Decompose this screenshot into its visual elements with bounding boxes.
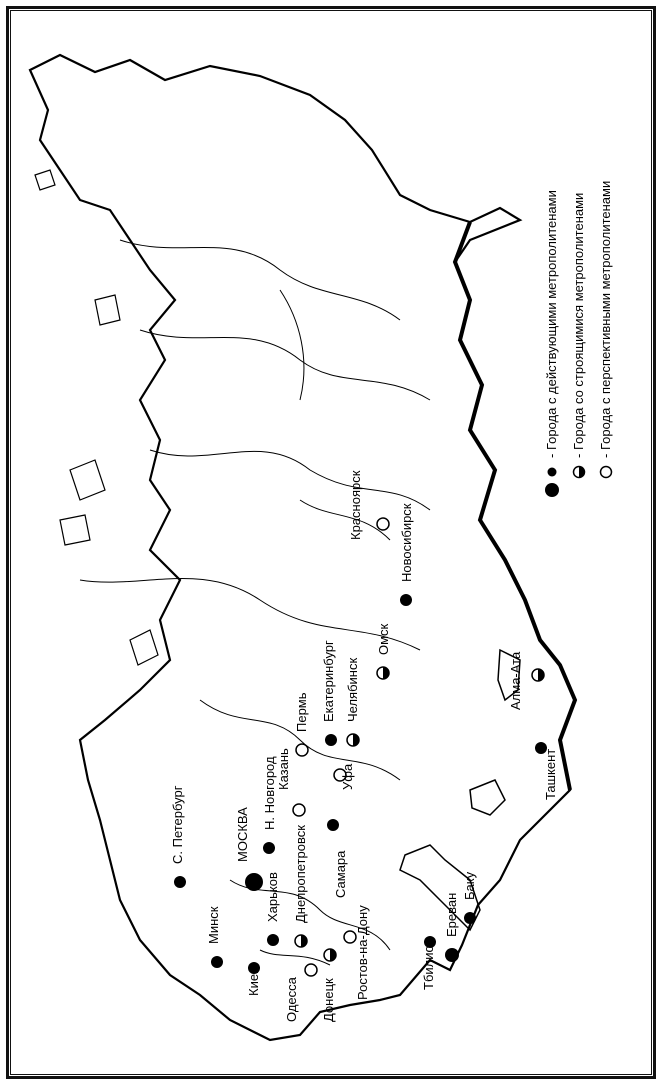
city-odessa [284, 964, 317, 1022]
legend-item-planned [598, 181, 613, 478]
city-marker-planned-icon [296, 744, 308, 756]
legend-operating-icon [545, 483, 559, 497]
city-label: Пермь [294, 692, 309, 732]
city-omsk [376, 623, 391, 679]
legend [544, 181, 613, 497]
city-erevan [444, 893, 459, 962]
city-nnovgorod [262, 756, 277, 854]
legend-planned-icon [601, 467, 612, 478]
city-marker-operating-icon [267, 934, 279, 946]
city-marker-operating-icon [263, 842, 275, 854]
city-label: Челябинск [345, 657, 360, 722]
city-dnepropetrovsk [293, 825, 308, 947]
city-samara [327, 819, 348, 898]
rivers [80, 240, 430, 965]
city-marker-operating-icon [400, 594, 412, 606]
city-marker-operating-icon [445, 948, 459, 962]
city-spb [170, 785, 186, 888]
aral-sea [470, 780, 505, 815]
city-label: Новосибирск [399, 503, 414, 582]
city-marker-operating-icon [174, 876, 186, 888]
city-label: Н. Новгород [262, 756, 277, 830]
city-label: Одесса [284, 977, 299, 1022]
city-label: Ереван [444, 892, 459, 937]
city-rostov [344, 905, 370, 1000]
city-baku [462, 871, 477, 924]
city-label: Уфа [340, 763, 355, 790]
city-kiev [246, 962, 261, 996]
city-almaata [508, 651, 544, 710]
city-kharkov [265, 872, 280, 946]
city-kazan [276, 748, 305, 816]
city-label: Киев [246, 967, 261, 996]
city-label: Красноярск [348, 470, 363, 540]
legend-planned-label: - Города с перспективными метрополитенами [598, 180, 613, 458]
city-label: Тбилиси [421, 938, 436, 990]
city-marker-operating-icon [464, 912, 476, 924]
city-label: Ростов-на-Дону [355, 905, 370, 1000]
city-chelyabinsk [345, 658, 360, 746]
legend-operating-small-icon [548, 468, 557, 477]
city-novosibirsk [399, 503, 414, 606]
city-donetsk [321, 949, 336, 1022]
city-label: Ташкент [543, 748, 558, 800]
city-minsk [206, 906, 223, 968]
city-label: Днепропетровск [293, 825, 308, 923]
city-moscow [235, 807, 263, 891]
city-label: Казань [276, 748, 291, 790]
arctic-islands [35, 170, 158, 665]
city-tashkent [535, 742, 558, 800]
city-label: Самара [333, 850, 348, 898]
city-label: МОСКВА [235, 807, 250, 862]
legend-item-operating [544, 190, 559, 497]
city-label: Харьков [265, 872, 280, 922]
legend-operating-label: - Города с действующими метрополитенами [544, 190, 559, 458]
city-label: Баку [462, 871, 477, 900]
legend-construction-label: - Города со строящимися метрополитенами [571, 192, 586, 458]
legend-item-construction [571, 193, 586, 478]
city-label: Омск [376, 623, 391, 655]
city-label: С. Петербург [170, 785, 185, 864]
city-perm [294, 692, 309, 756]
city-label: Минск [206, 906, 221, 944]
city-marker-operating-icon [211, 956, 223, 968]
city-label: Донецк [321, 978, 336, 1022]
city-label: Екатеринбург [321, 640, 336, 722]
city-krasnoyarsk [348, 470, 389, 540]
city-label: Алма-Ата [508, 651, 523, 710]
city-marker-operating-icon [325, 734, 337, 746]
city-marker-operating-icon [327, 819, 339, 831]
city-ufa [334, 763, 355, 790]
city-tbilisi [421, 936, 436, 990]
city-marker-planned-icon [305, 964, 317, 976]
city-marker-planned-icon [377, 518, 389, 530]
city-ekaterinburg [321, 640, 337, 746]
city-marker-operating-icon [245, 873, 263, 891]
city-marker-planned-icon [293, 804, 305, 816]
